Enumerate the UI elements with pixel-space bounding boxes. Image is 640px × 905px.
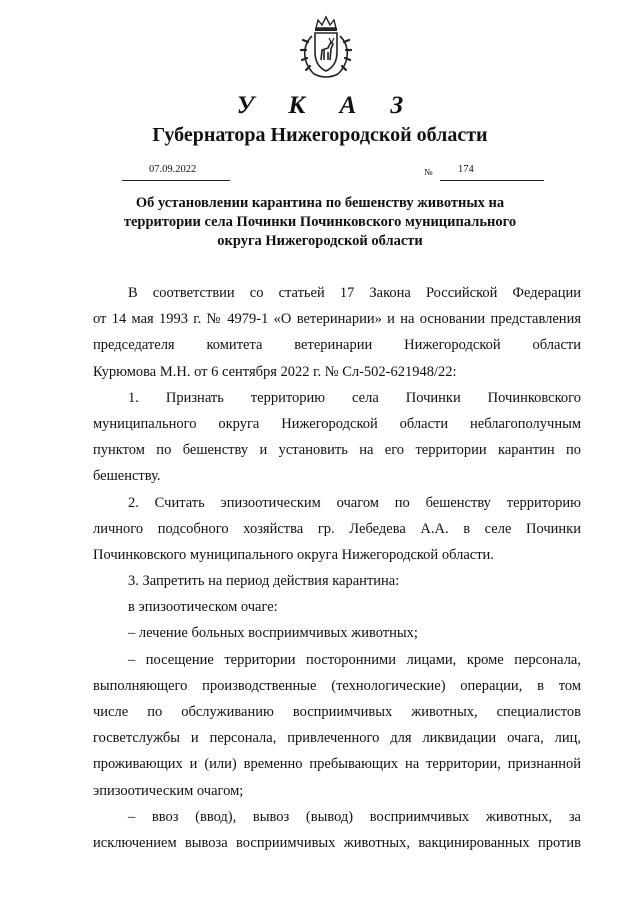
number-value: 174	[458, 164, 474, 175]
date-value: 07.09.2022	[149, 164, 197, 175]
body-line: от 14 мая 1993 г. № 4979-1 «О ветеринарии» и на основании представления	[93, 311, 581, 328]
body-line: исключением вывоза восприимчивых животных, вакцинированных против	[93, 834, 581, 851]
body-line: – посещение территории посторонними лицами, кроме персонала,	[128, 651, 581, 668]
body-line: Курюмова М.Н. от 6 сентября 2022 г. № Сл-502-621948/22:	[93, 363, 457, 380]
body-line: выполняющего производственные (технологические) операции, в том	[93, 677, 581, 694]
heading-line: округа Нижегородской области	[217, 233, 423, 249]
body-line: пунктом по бешенству и установить на его территории карантин по	[93, 442, 581, 459]
number-field	[440, 164, 544, 181]
decree-body	[93, 280, 581, 856]
body-line: в эпизоотическом очаге:	[128, 599, 278, 616]
document-title: У К А З	[236, 92, 418, 119]
number-sign: №	[424, 167, 433, 177]
body-line: 3. Запретить на период действия карантина:	[128, 573, 400, 590]
body-line: – ввоз (ввод), вывоз (вывод) восприимчивых животных, за	[128, 808, 581, 825]
body-line: госветслужбы и персонала, привлеченного для ликвидации очага, лиц,	[93, 730, 581, 747]
body-line: муниципального округа Нижегородской области неблагополучным	[93, 415, 581, 432]
body-line: бешенству.	[93, 468, 161, 485]
document-subtitle: Губернатора Нижегородской области	[152, 124, 488, 146]
body-line: 1. Признать территорию села Починки Починковского	[128, 389, 581, 406]
date-field	[122, 164, 230, 181]
body-line: эпизоотическим очагом;	[93, 782, 244, 799]
body-line: личного подсобного хозяйства гр. Лебедева А.А. в селе Починки	[93, 520, 581, 537]
body-line: – лечение больных восприимчивых животных;	[128, 625, 418, 642]
body-line: В соответствии со статьей 17 Закона Российской Федерации	[128, 285, 581, 301]
body-line: числе по обслуживанию восприимчивых животных, специалистов	[93, 704, 581, 720]
coat-of-arms-emblem	[298, 14, 354, 80]
body-line: 2. Считать эпизоотическим очагом по бешенству территорию	[128, 494, 581, 511]
heading-line: территории села Починки Починковского муниципального	[123, 214, 517, 230]
body-line: проживающих и (или) временно пребывающих на территории, признанной	[93, 756, 581, 773]
body-line: Починковского муниципального округа Нижегородской области.	[93, 546, 494, 563]
body-line: председателя комитета ветеринарии Нижегородской области	[93, 337, 581, 354]
heading-line: Об установлении карантина по бешенству животных на	[135, 195, 505, 211]
decree-heading	[100, 194, 540, 251]
